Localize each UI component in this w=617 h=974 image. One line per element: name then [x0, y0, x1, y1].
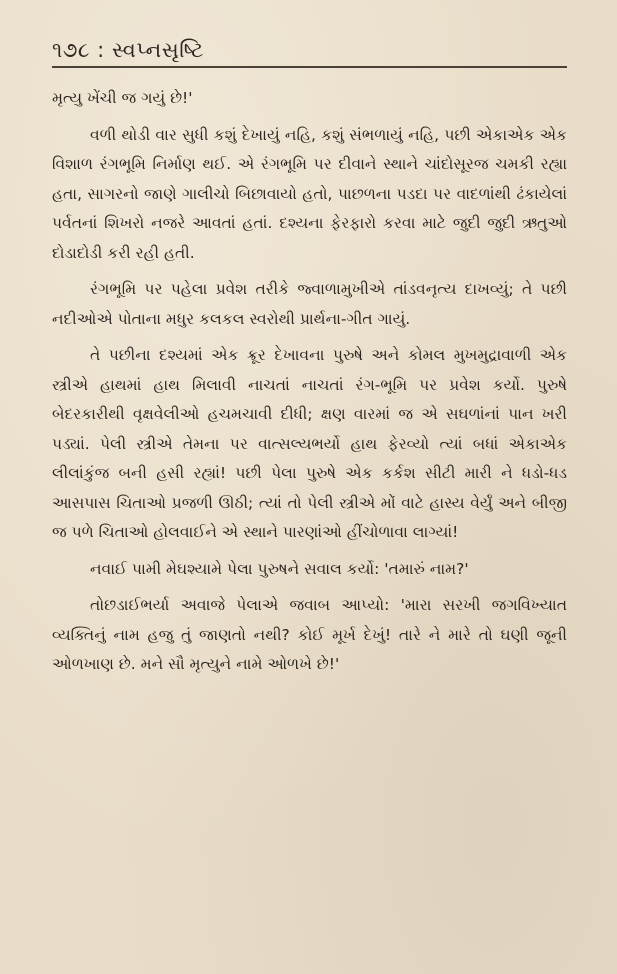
paragraph-2: વળી થોડી વાર સુધી કશું દેખાયું નહિ, કશું સંભળાયું નહિ, પછી એકાએક એક વિશાળ રંગભૂમિ નિર્માણ થઈ. એ રંગભૂમિ પર દીવાને સ્થાને ચાંદોસૂરજ ચમકી રહ્યા હતા, સાગરનો જાણે ગાલીચો બિછાવાયો હતો, પાછળના પડદા પર વાદળાંથી ઢંકાયેલાં પર્વતનાં શિખરો નજરે આવતાં હતાં. દશ્યના ફેરફારો કરવા માટે જુદી જુદી ઋતુઓ દોડાદોડી કરી રહી હતી.: [52, 125, 567, 262]
running-head: ૧૭૮ : સ્વપ્નસૃષ્ટિ: [52, 38, 204, 62]
paragraph-3: રંગભૂમિ પર પહેલા પ્રવેશ તરીકે જ્વાળામુખીએ તાંડવનૃત્ય દાખવ્યું; તે પછી નદીઓએ પોતાના મધુર કલકલ સ્વરોથી પ્રાર્થના-ગીત ગાયું.: [52, 280, 567, 328]
body-text: [52, 84, 567, 687]
paragraph-4: તે પછીના દશ્યમાં એક ક્રૂર દેખાવના પુરુષે અને કોમલ મુખમુદ્રાવાળી એક સ્ત્રીએ હાથમાં હાથ મિલાવી નાચતાં નાચતાં રંગ-ભૂમિ પર પ્રવેશ કર્યો. પુરુષે બેદરકારીથી વૃક્ષવેલીઓ હચમચાવી દીધી; ક્ષણ વારમાં જ એ સઘળાંનાં પાન ખરી પડ્યાં. પેલી સ્ત્રીએ તેમના પર વાત્સલ્યભર્યો હાથ ફેરવ્યો ત્યાં બધાં એકાએક લીલાંકુંજ બની હસી રહ્યાં! પછી પેલા પુરુષે એક કર્કશ સીટી મારી ને ધડો-ધડ આસપાસ ચિતાઓ પ્રજળી ઊઠી; ત્યાં તો પેલી સ્ત્રીએ મોં વાટે હાસ્ય વેર્યું અને બીજી જ પળે ચિતાઓ હોલવાઈને એ સ્થાને પારણાંઓ હીંચોળાવા લાગ્યાં!: [52, 346, 567, 541]
paragraph-5: નવાઈ પામી મેઘશ્યામે પેલા પુરુષને સવાલ કર્યો: 'તમારું નામ?': [90, 559, 469, 578]
paragraph-1: મૃત્યુ ખેંચી જ ગયું છે!': [52, 89, 193, 107]
paragraph-6: તોછડાઈભર્યા અવાજે પેલાએ જવાબ આપ્યો: 'મારા સરખી જગવિખ્યાત વ્યક્તિનું નામ હજુ તું જાણતો નથી? કોઈ મૂર્ખ દેખું! તારે ને મારે તો ઘણી જૂની ઓળખાણ છે. મને સૌ મૃત્યુને નામે ઓળખે છે!': [52, 596, 567, 673]
header-rule: [52, 66, 567, 68]
